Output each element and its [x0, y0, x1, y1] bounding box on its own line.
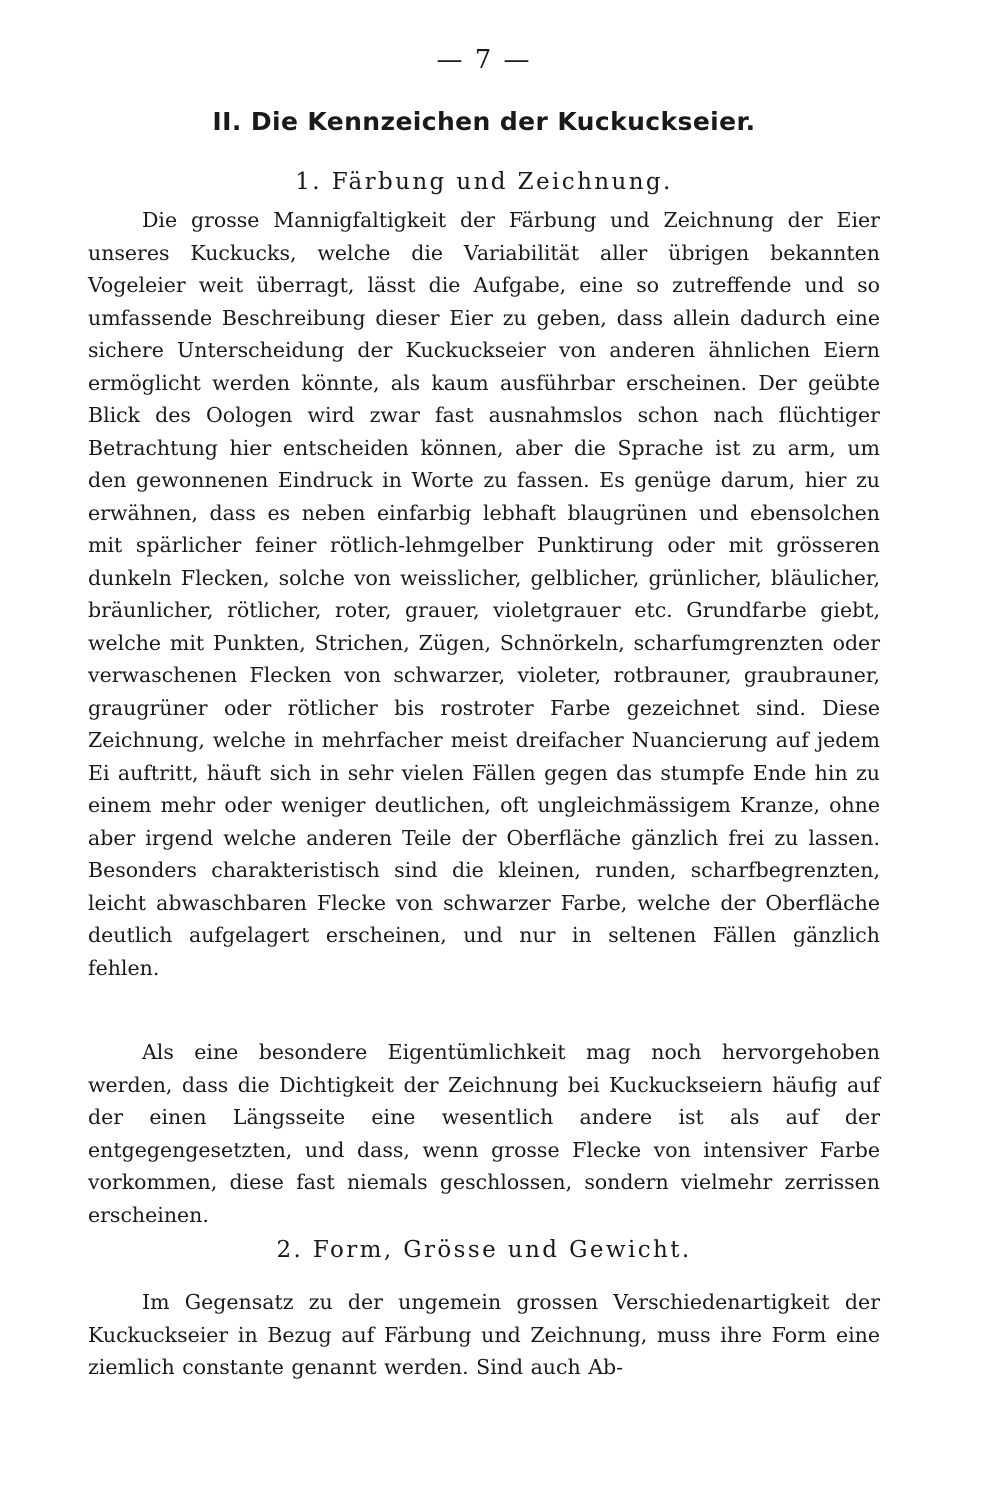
paragraph-form-1: Im Gegensatz zu der ungemein grossen Verschiedenartigkeit der Kuckuckseier in Bezug auf Färbung und Zeichnung, muss ihre Form eine ziemlich constante genannt werden. Sind auch Ab-: [88, 1290, 880, 1379]
section-heading-form-size-weight: 2. Form, Grösse und Gewicht.: [276, 1237, 692, 1263]
paragraph-coloration-2: Als eine besondere Eigentümlichkeit mag noch hervorgehoben werden, dass die Dichtigkeit der Zeichnung bei Kuckuckseiern häufig auf der einen Längsseite eine wesentlich andere ist als auf der entgegengesetzten, und dass, wenn grosse Flecke von intensiver Farbe vorkommen, diese fast niemals geschlossen, sondern vielmehr zerrissen erscheinen.: [88, 1040, 880, 1227]
chapter-title: II. Die Kennzeichen der Kuckuckseier.: [212, 107, 756, 136]
page-number: — 7 —: [436, 45, 532, 75]
paragraph-coloration-1: Die grosse Mannigfaltigkeit der Färbung und Zeichnung der Eier unseres Kuckucks, welche die Variabilität aller übrigen bekannten Vogeleier weit überragt, lässt die Aufgabe, eine so zutreffende und so umfassende Beschreibung dieser Eier zu geben, dass allein dadurch eine sichere Unterscheidung der Kuckuckseier von anderen ähnlichen Eiern ermöglicht werden könnte, als kaum ausführbar erscheinen. Der geübte Blick des Oologen wird zwar fast ausnahmslos schon nach flüchtiger Betrachtung hier entscheiden können, aber die Sprache ist zu arm, um den gewonnenen Eindruck in Worte zu fassen. Es genüge darum, hier zu erwähnen, dass es neben einfarbig lebhaft blaugrünen und ebensolchen mit spärlicher feiner rötlich-lehmgelber Punktirung oder mit grösseren dunkeln Flecken, solche von weisslicher, gelblicher, grünlicher, bläulicher, bräunlicher, rötlicher, roter, grauer, violetgrauer etc. Grundfarbe giebt, welche mit Punkten, Strichen, Zügen, Schnörkeln, scharfumgrenzten oder verwaschenen Flecken von schwarzer, violeter, rotbrauner, graubrauner, graugrüner oder rötlicher bis rostroter Farbe gezeichnet sind. Diese Zeichnung, welche in mehrfacher meist dreifacher Nuancierung auf jedem Ei auftritt, häuft sich in sehr vielen Fällen gegen das stumpfe Ende hin zu einem mehr oder weniger deutlichen, oft ungleichmässigem Kranze, ohne aber irgend welche anderen Teile der Oberfläche gänzlich frei zu lassen. Besonders charakteristisch sind die kleinen, runden, scharfbegrenzten, leicht abwaschbaren Flecke von schwarzer Farbe, welche der Oberfläche deutlich aufgelagert erscheinen, und nur in seltenen Fällen gänzlich fehlen.: [88, 208, 880, 980]
section-heading-coloration: 1. Färbung und Zeichnung.: [295, 169, 673, 195]
